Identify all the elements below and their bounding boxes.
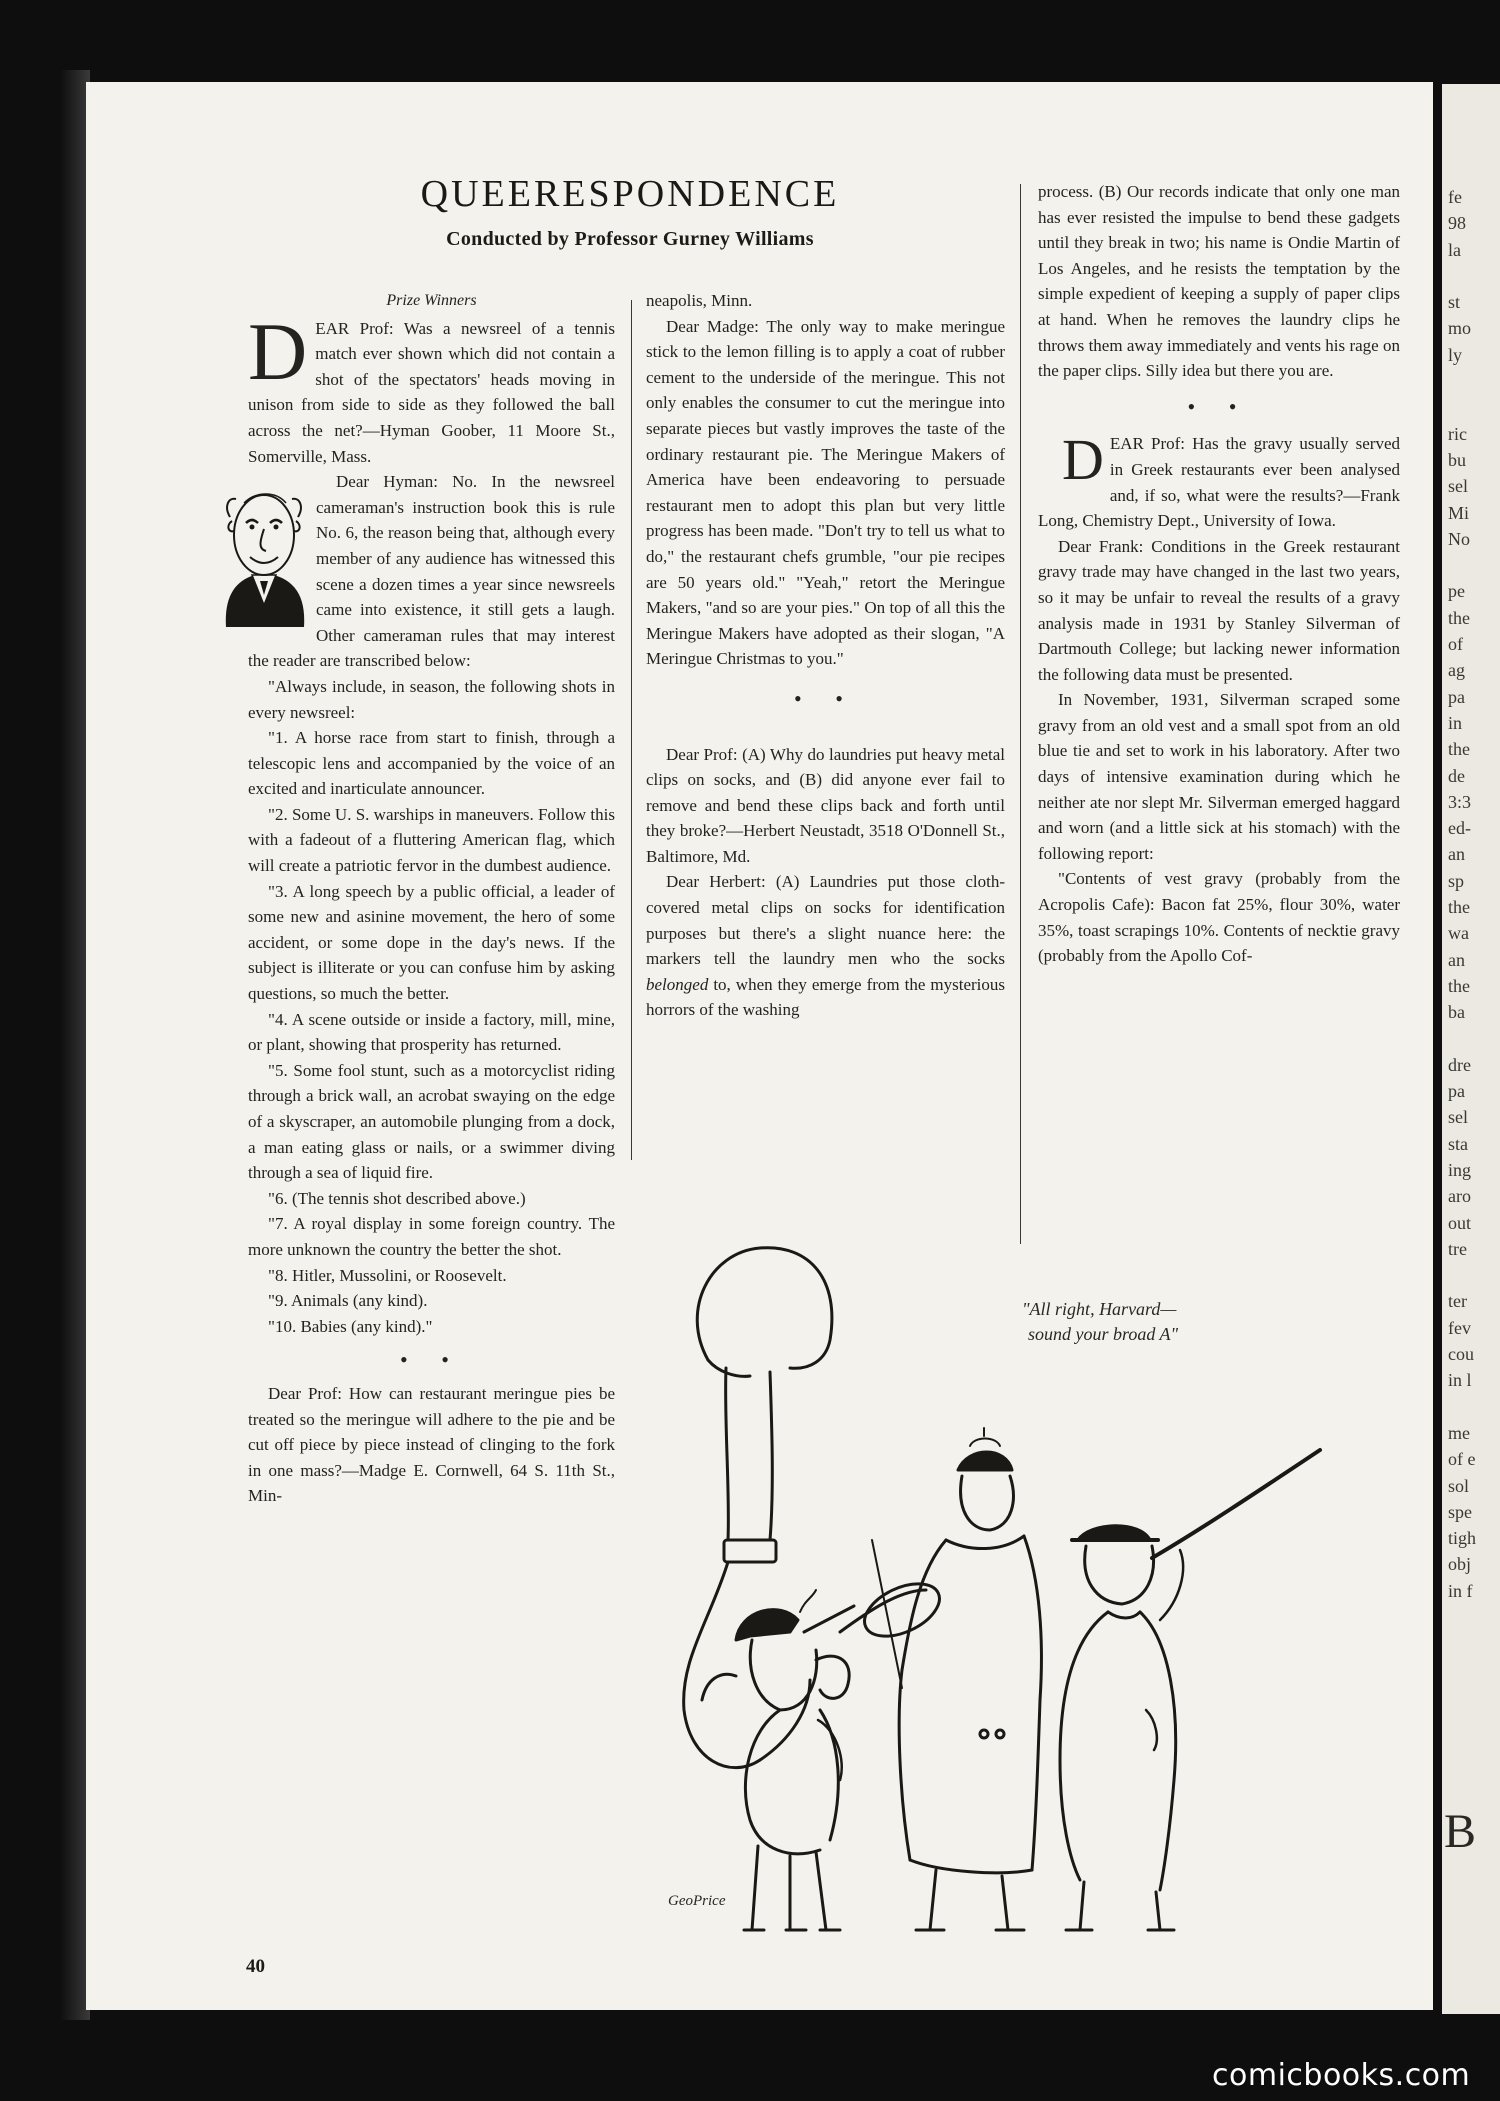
column-three	[1038, 179, 1400, 969]
rule-9: "9. Animals (any kind).	[268, 1291, 428, 1311]
column-one	[248, 288, 615, 1509]
adjacent-page-text: fe 98 la st mo ly ric bu sel Mi No pe the of ag pa in the de 3:3 ed- an sp the wa an the ba dre pa sel sta ing aro out tre ter fev cou in l me of e sol spe tigh obj in f	[1448, 187, 1477, 1601]
answer-text: Dear Hyman: No. In the newsreel cameraman's instruction book this is rule No. 6, the reason being that, although every member of any audience has witnessed this scene a dozen times a year since newsreels came into existence, it still gets a laugh. Other cameraman rules that may interest the reader are transcribed below:	[248, 472, 615, 671]
rule-1: "1. A horse race from start to finish, through a telescopic lens and accompanied by the voice of an excited and inarticulate announcer.	[248, 728, 615, 799]
letter-continuation: neapolis, Minn.	[646, 291, 753, 310]
adjacent-page-drop-letter: B	[1444, 1805, 1477, 1858]
column-two	[646, 288, 1005, 1023]
professor-caricature-drawing	[206, 477, 324, 629]
section-divider: • •	[794, 685, 857, 711]
site-watermark: comicbooks.com	[1212, 2058, 1471, 2093]
caption-line-2: sound your broad A"	[1028, 1324, 1179, 1344]
cartoon-caption	[1022, 1297, 1178, 1347]
answer-laundry-cont: process. (B) Our records indicate that only one man has ever resisted the impulse to bend these gadgets until they break in two; his name is Ondie Martin of Los Angeles, and he resists the temptation by the simple expedient of keeping a supply of paper clips at hand. When he removes the laundry clips he throws them away immediately and vents his rage on the paper clips. Silly idea but there you are.	[1038, 182, 1400, 381]
rule-7: "7. A royal display in some foreign country. The more unknown the country the better the shot.	[248, 1214, 615, 1259]
rule-10: "10. Babies (any kind)."	[268, 1316, 433, 1336]
answer-gravy-2: In November, 1931, Silverman scraped some gravy from an old vest and a small spot from an old blue tie and set to work in his laboratory. After two days of intensive examination during which he neither ate nor slept Mr. Silverman emerged haggard and worn (and a little sick at his stomach) with the following report:	[1038, 690, 1400, 863]
rule-5: "5. Some fool stunt, such as a motorcyclist riding through a brick wall, an acrobat swaying on the edge of a skyscraper, an automobile plunging from a dock, a man eating glass or nails, or a swimmer diving through a sea of liquid fire.	[248, 1060, 615, 1183]
section-heading: Prize Winners	[386, 292, 477, 309]
letter-newsreel	[248, 305, 615, 470]
section-divider: • •	[400, 1347, 463, 1373]
emphasis-word: belonged	[646, 974, 709, 994]
column-rule-left	[631, 300, 632, 1160]
artist-signature: GeoPrice	[668, 1893, 726, 1909]
article-byline: Conducted by Professor Gurney Williams	[446, 228, 814, 250]
letter-meringue: Dear Prof: How can restaurant meringue pies be treated so the meringue will adhere to the pie and be cut off piece by piece instead of clinging to the fork in one mass?—Madge E. Cornwell, 64 S. 11th St., Min-	[248, 1383, 615, 1506]
answer-text-cont: to, when they emerge from the mysterious horrors of the washing	[646, 974, 1005, 1020]
letter-text: EAR Prof: Was a newsreel of a tennis match ever shown which did not contain a shot of the spectators' heads moving in unison from side to side as they followed the ball across the net?—Hyman Goober, 11 Moore St., Somerville, Mass.	[248, 318, 615, 466]
rule-8: "8. Hitler, Mussolini, or Roosevelt.	[268, 1265, 507, 1285]
musicians-cartoon	[640, 1240, 1400, 1940]
flutist-drawing	[1060, 1450, 1320, 1930]
section-divider: • •	[1187, 393, 1251, 419]
letter-gravy	[1038, 427, 1400, 533]
answer-laundry	[646, 869, 1005, 1023]
letter-text: EAR Prof: Has the gravy usually served in Greek restaurants ever been analysed and, if so, what were the results?—Frank Long, Chemistry Dept., University of Iowa.	[1038, 434, 1400, 531]
rule-4: "4. A scene outside or inside a factory, mill, mine, or plant, showing that prosperity has returned.	[248, 1009, 615, 1055]
answer-meringue: Dear Madge: The only way to make meringue stick to the lemon filling is to apply a coat of rubber cement to the underside of the meringue. This not only enables the consumer to cut the meringue into separate pieces but vastly improves the taste of the ordinary restaurant pie. The Meringue Makers of America have been endeavoring to persuade restaurant men to adopt this plan but very little progress has been made. "Don't try to tell us what to do," the restaurant chefs grumble, "our pie recipes are 50 years old." "Yeah," retort the Meringue Makers, "and so are your pies." On top of all this the Meringue Makers have adopted as their slogan, "A Meringue Christmas to you."	[646, 316, 1005, 669]
drop-cap: D	[248, 305, 308, 397]
answer-gravy: Dear Frank: Conditions in the Greek restaurant gravy trade may have changed in the last two years, so it may be unfair to reveal the results of a gravy analysis made in 1931 by Stanley Silverman of Dartmouth College; but lacking newer information the following data must be presented.	[1038, 536, 1400, 684]
article-title: QUEERESPONDENCE	[420, 173, 840, 215]
page-number: 40	[246, 1956, 265, 1977]
rules-intro: "Always include, in season, the following shots in every newsreel:	[248, 676, 615, 722]
article-header	[320, 172, 940, 251]
tuba-player-drawing	[736, 1590, 849, 1930]
adjacent-page-edge	[1442, 84, 1500, 2014]
column-rule-right	[1020, 184, 1021, 1244]
drop-cap: D	[1062, 427, 1104, 493]
letter-laundry: Dear Prof: (A) Why do laundries put heavy metal clips on socks, and (B) did anyone ever fail to remove and bend these clips back and forth until they broke?—Herbert Neustadt, 3518 O'Donnell St., Baltimore, Md.	[646, 744, 1005, 866]
caption-line-1: "All right, Harvard—	[1022, 1299, 1177, 1319]
answer-text: Dear Herbert: (A) Laundries put those cloth-covered metal clips on socks for identification purposes but there's a slight nuance here: the markers tell the laundry men who the socks	[646, 872, 1005, 969]
rule-2: "2. Some U. S. warships in maneuvers. Follow this with a fadeout of a fluttering American flag, which will create a patriotic fervor in the dumbest audience.	[248, 804, 615, 876]
answer-gravy-3: "Contents of vest gravy (probably from the Acropolis Cafe): Bacon fat 25%, flour 30%, water 35%, toast scrapings 10%. Contents of necktie gravy (probably from the Apollo Cof-	[1038, 869, 1400, 966]
rule-6: "6. (The tennis shot described above.)	[268, 1188, 526, 1208]
answer-newsreel	[248, 469, 615, 674]
rule-3: "3. A long speech by a public official, a leader of some new and asinine movement, the hero of some accident, or some dope in the day's news. If the subject is illiterate or you can confuse him by asking questions, so much the better.	[248, 881, 615, 1004]
professor-caricature	[186, 477, 304, 629]
violinist-drawing	[804, 1428, 1041, 1930]
